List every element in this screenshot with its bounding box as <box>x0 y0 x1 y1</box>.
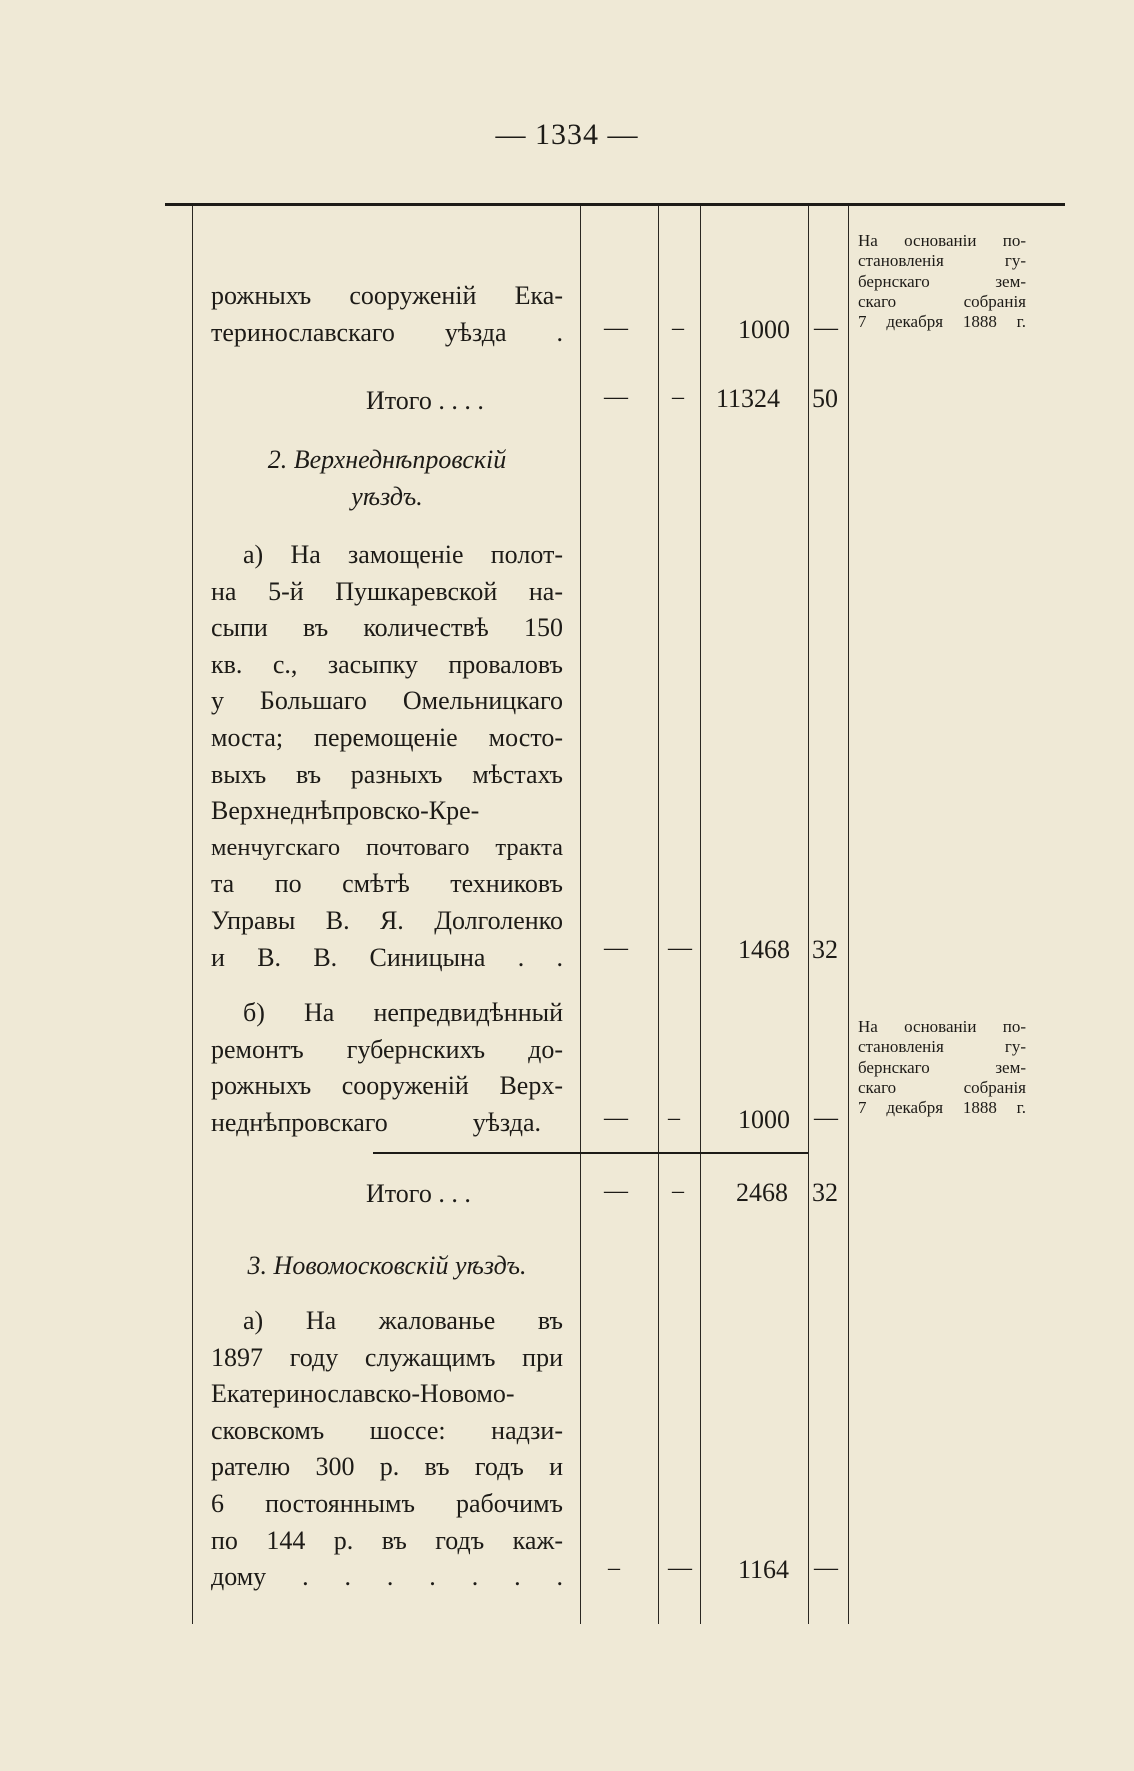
col2-value: – <box>672 1178 684 1204</box>
col2-value: — <box>668 1555 692 1581</box>
rubles-value: 1000 <box>738 1105 790 1134</box>
rubles-value: 1468 <box>738 935 790 964</box>
rubles-value: 1000 <box>738 315 790 344</box>
col2-value: – <box>672 315 684 341</box>
row-description: б) На непредвидѣнный ремонтъ губернскихъ до- рожныхъ сооруженій Верх- неднѣпровскаго уѣзда. <box>211 998 563 1137</box>
col1-value: — <box>604 384 628 410</box>
column-divider <box>808 206 809 1624</box>
kopecks-value: — <box>814 1555 838 1581</box>
col1-value: — <box>604 1178 628 1204</box>
col1-value: — <box>604 1105 628 1131</box>
col2-value: – <box>668 1105 680 1131</box>
rubles-value: 1164 <box>738 1555 790 1584</box>
subtotal-rule <box>373 1152 808 1154</box>
note-basis: На основаніи по- становленія гу- бернскаго зем- скаго собранія 7 декабря 1888 г. <box>858 231 1026 332</box>
kopecks-value: 32 <box>812 1178 838 1207</box>
row-description: а) На замощеніе полот- на 5-й Пушкаревской на- сыпи въ количествѣ 150 кв. с., засыпку проваловъ у Большаго Омельницкаго моста; перемощеніе мосто- выхъ въ разныхъ мѣстахъ Верхнеднѣпровско-Кре- менчугскаго почтоваго тракта та по смѣтѣ техниковъ Управы В. Я. Долголенко и В. В. Синицына . . <box>211 540 563 972</box>
col2-value: – <box>672 384 684 410</box>
section-heading: 3. Новомосковскій уѣздъ. <box>247 1251 527 1280</box>
col1-value: — <box>604 315 628 341</box>
total-label: Итого . . . . <box>366 386 484 415</box>
column-divider <box>848 206 849 1624</box>
col1-value: — <box>604 935 628 961</box>
table-top-rule <box>165 203 1065 206</box>
column-divider <box>192 206 193 1624</box>
column-divider <box>658 206 659 1624</box>
column-divider <box>580 206 581 1624</box>
col1-value: – <box>608 1555 620 1581</box>
page-number: — 1334 — <box>495 118 639 151</box>
note-basis: На основаніи по- становленія гу- бернскаго зем- скаго собранія 7 декабря 1888 г. <box>858 1017 1026 1118</box>
kopecks-value: — <box>814 315 838 341</box>
kopecks-value: 32 <box>812 935 838 964</box>
total-label: Итого . . . <box>366 1179 471 1208</box>
kopecks-value: 50 <box>812 384 838 413</box>
column-divider <box>700 206 701 1624</box>
rubles-value: 11324 <box>716 384 781 413</box>
row-description: а) На жалованье въ 1897 году служащимъ при Екатеринославско-Новомо- сковскомъ шоссе: надзи- рателю 300 р. въ годъ и 6 постояннымъ рабочимъ по 144 р. въ годъ каж- дому . . . . . . . <box>211 1306 563 1592</box>
col2-value: — <box>668 935 692 961</box>
row-description: рожныхъ сооруженій Ека- теринославскаго уѣзда . <box>211 281 563 347</box>
rubles-value: 2468 <box>736 1178 788 1207</box>
section-heading: 2. Верхнеднѣпровскій уѣздъ. <box>267 445 507 511</box>
kopecks-value: — <box>814 1105 838 1131</box>
